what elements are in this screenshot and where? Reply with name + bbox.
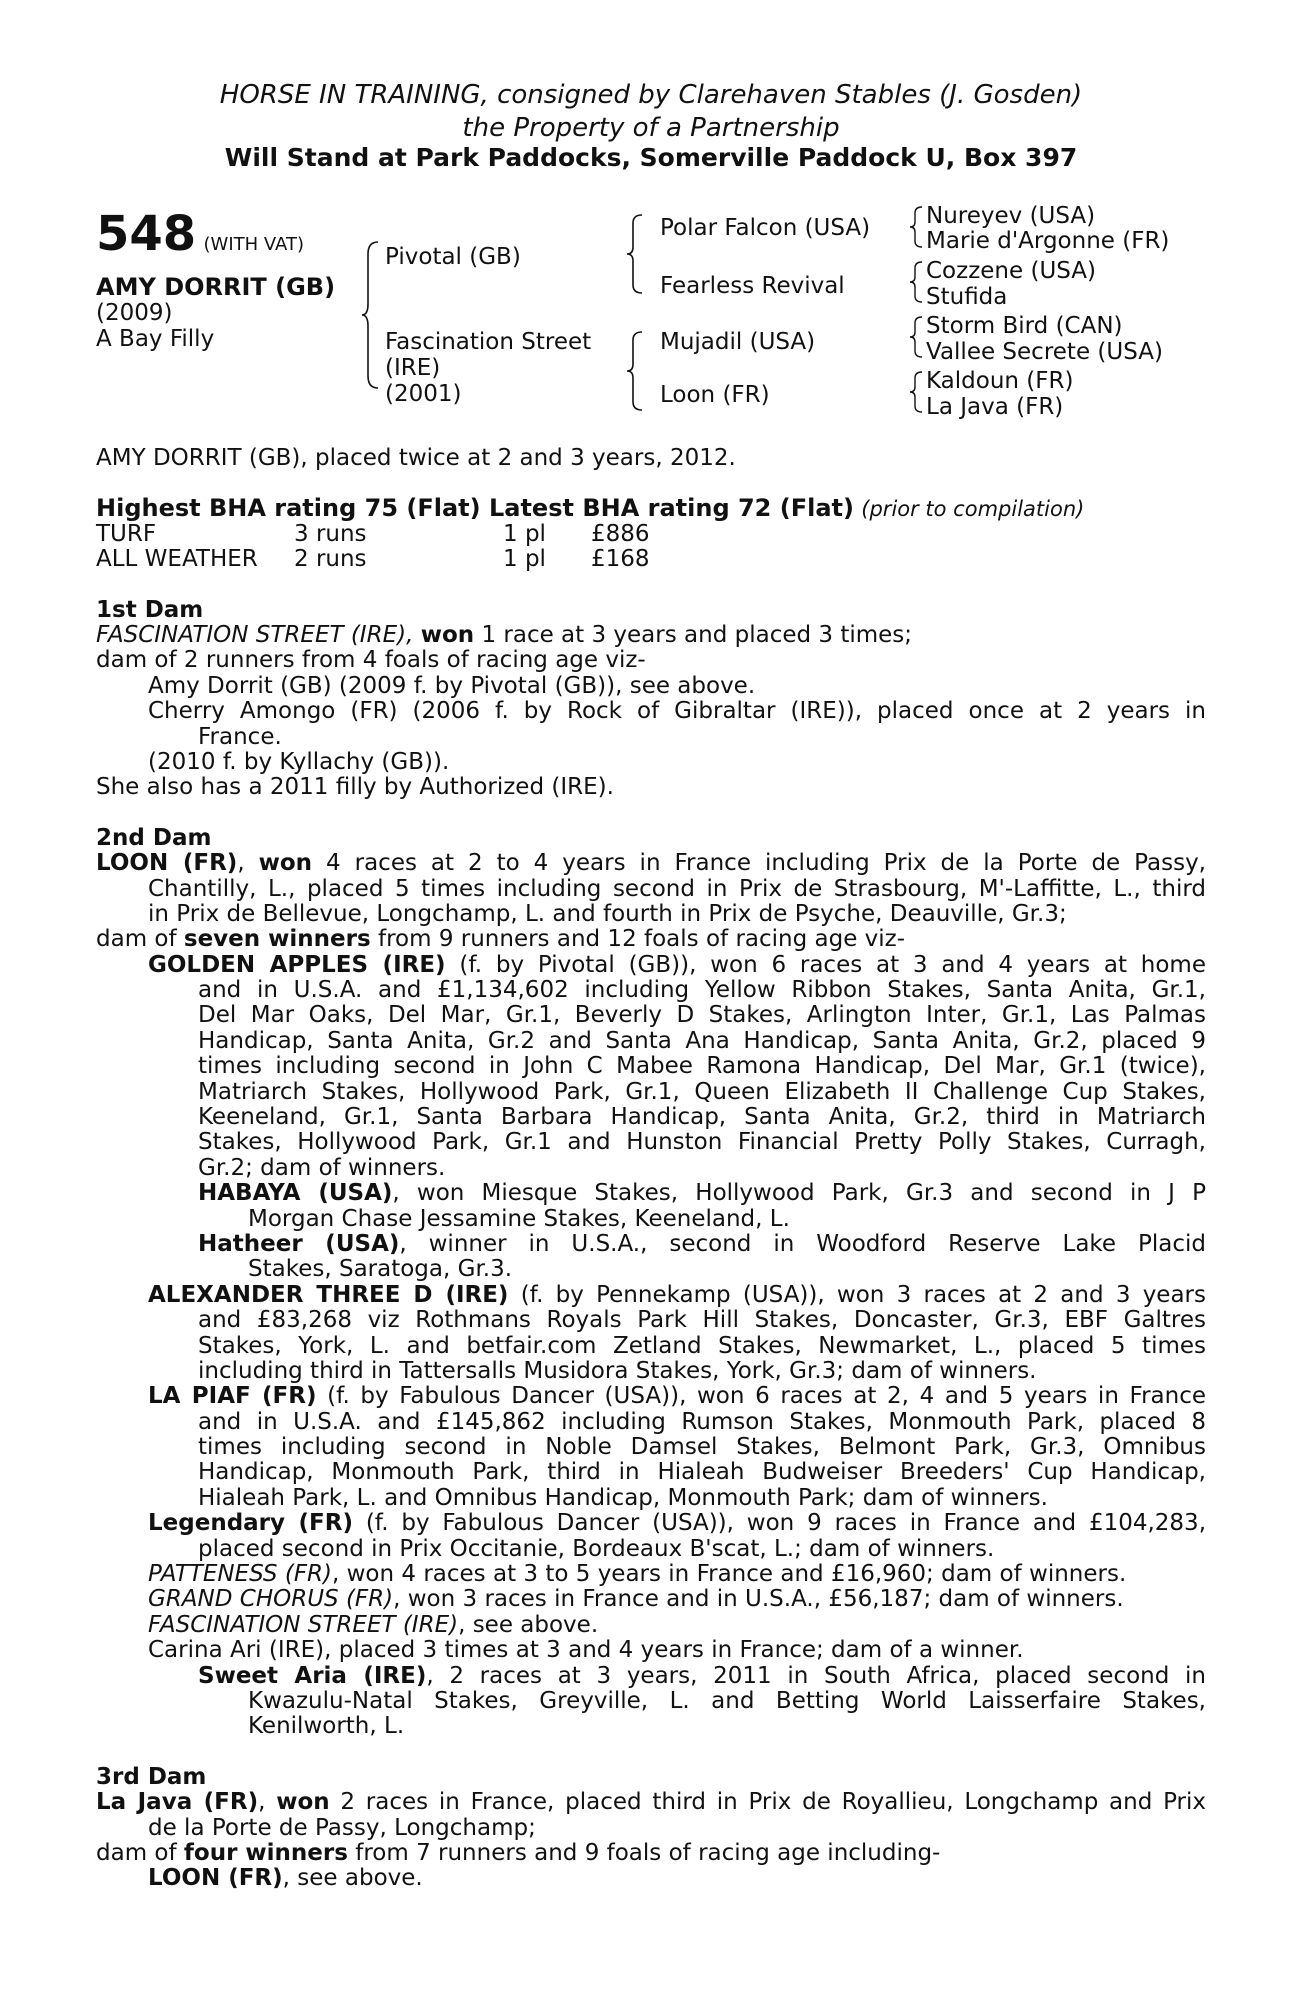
rating-runs: 3 runs [294, 520, 367, 547]
third-dam-heading: 3rd Dam [96, 1763, 207, 1790]
dam-dam: Loon (FR) [660, 382, 770, 408]
sire-name: Pivotal (GB) [385, 244, 521, 270]
second-dam-line: LOON (FR), won 4 races at 2 to 4 years in France including Prix de la Porte de Passy, [96, 850, 1206, 877]
table-row [96, 547, 650, 572]
produce-record: and in U.S.A. and £145,862 including Rumson Stakes, Monmouth Park, placed 8 [198, 1408, 1206, 1435]
sire-dam-sire: Cozzene (USA) [926, 258, 1097, 284]
second-dam-line: in Prix de Bellevue, Longchamp, L. and fourth in Prix de Psyche, Deauville, Gr.3; [148, 900, 1067, 927]
pedigree-brace-ds [908, 315, 924, 359]
first-dam-line: Amy Dorrit (GB) (2009 f. by Pivotal (GB)), see above. [148, 672, 756, 699]
lot-number: 548 [96, 206, 197, 262]
rating-surface: TURF [96, 520, 157, 547]
race-summary: AMY DORRIT (GB), placed twice at 2 and 3 years, 2012. [96, 445, 736, 471]
second-dam-line: Chantilly, L., placed 5 times including second in Prix de Strasbourg, M'-Laffitte, L., third [148, 875, 1206, 902]
dam-foaled-year: (2001) [385, 381, 462, 407]
produce-record: and in U.S.A. and £1,134,602 including Yellow Ribbon Stakes, Santa Anita, Gr.1, [198, 977, 1206, 1004]
location-line: Will Stand at Park Paddocks, Somerville Paddock U, Box 397 [224, 143, 1078, 172]
vat-note: (WITH VAT) [203, 234, 304, 255]
second-dam-heading: 2nd Dam [96, 824, 212, 851]
produce-record: FASCINATION STREET (IRE), see above. [148, 1611, 599, 1638]
sire-dam-dam: Stufida [926, 284, 1008, 310]
dam-sire-sire: Storm Bird (CAN) [926, 313, 1123, 339]
produce-record: Keeneland, Gr.1, Santa Barbara Handicap, Santa Anita, Gr.2, third in Matriarch [198, 1104, 1206, 1131]
dam-sire: Mujadil (USA) [660, 329, 816, 355]
produce-record: Carina Ari (IRE), placed 3 times at 3 and 4 years in France; dam of a winner. [148, 1637, 1024, 1664]
produce-record: Stakes, Saratoga, Gr.3. [248, 1256, 513, 1283]
pedigree-brace-main [360, 240, 382, 390]
produce-record: Legendary (FR) (f. by Fabulous Dancer (USA)), won 9 races in France and £104,283, [148, 1510, 1207, 1537]
produce-record: Kwazulu-Natal Stakes, Greyville, L. and Betting World Laisserfaire Stakes, [248, 1688, 1206, 1714]
foaling-year: (2009) [96, 300, 173, 326]
produce-record: Handicap, Monmouth Park, third in Hialeah Budweiser Breeders' Cup Handicap, [198, 1459, 1206, 1486]
dam-sire-dam: Vallee Secrete (USA) [926, 339, 1163, 365]
first-dam-line: (2010 f. by Kyllachy (GB)). [148, 748, 450, 775]
rating-prize: £886 [591, 520, 650, 547]
catalogue-body [96, 446, 1206, 1892]
produce-record: Gr.2; dam of winners. [198, 1154, 446, 1181]
dam-dam-sire: Kaldoun (FR) [926, 368, 1074, 394]
pedigree-brace-sd [908, 260, 924, 304]
horse-name: AMY DORRIT (GB) [96, 273, 336, 301]
third-dam-line: dam of four winners from 7 runners and 9 foals of racing age including- [96, 1839, 941, 1866]
third-dam-line: La Java (FR), won 2 races in France, placed third in Prix de Royallieu, Longchamp and Prix [96, 1789, 1207, 1816]
table-row [96, 522, 650, 547]
produce-record: Del Mar Oaks, Del Mar, Gr.1, Beverly D Stakes, Arlington Inter, Gr.1, Las Palmas [198, 1002, 1206, 1029]
produce-record: HABAYA (USA), won Miesque Stakes, Hollywood Park, Gr.3 and second in J P [198, 1180, 1206, 1207]
produce-record: GOLDEN APPLES (IRE) (f. by Pivotal (GB)), won 6 races at 3 and 4 years at home [148, 951, 1206, 978]
first-dam-line: Cherry Amongo (FR) (2006 f. by Rock of Gibraltar (IRE)), placed once at 2 years in [148, 698, 1206, 725]
rating-placed: 1 pl [503, 546, 546, 573]
produce-record: Morgan Chase Jessamine Stakes, Keeneland, L. [248, 1205, 790, 1232]
pedigree-brace-dam [624, 330, 646, 412]
pedigree-brace-dd [908, 370, 924, 414]
produce-record: Hatheer (USA), winner in U.S.A., second in Woodford Reserve Lake Placid [198, 1230, 1206, 1257]
produce-record: Handicap, Santa Anita, Gr.2 and Santa Ana Handicap, Santa Anita, Gr.2, placed 9 [198, 1027, 1206, 1054]
dam-name-line2: (IRE) [385, 355, 441, 381]
sire-dam: Fearless Revival [660, 273, 845, 299]
rating-surface: ALL WEATHER [96, 546, 258, 573]
third-dam-line: LOON (FR), see above. [148, 1865, 423, 1892]
produce-record: including third in Tattersalls Musidora Stakes, York, Gr.3; dam of winners. [198, 1357, 1037, 1384]
produce-record: Kenilworth, L. [248, 1713, 405, 1740]
produce-record: times including second in John C Mabee Ramona Handicap, Del Mar, Gr.1 (twice), [198, 1053, 1206, 1080]
pedigree-brace-ss [908, 205, 924, 249]
horse-description: A Bay Filly [96, 326, 215, 352]
produce-record: Stakes, York, L. and betfair.com Zetland Stakes, Newmarket, L., placed 5 times [198, 1332, 1206, 1359]
third-dam-line: de la Porte de Passy, Longchamp; [148, 1814, 536, 1841]
rating-line [96, 496, 1206, 521]
dam-name-line1: Fascination Street [385, 329, 592, 355]
produce-record: times including second in Noble Damsel Stakes, Belmont Park, Gr.3, Omnibus [198, 1434, 1206, 1461]
sire-sire-dam: Marie d'Argonne (FR) [926, 228, 1170, 254]
lot-number-block [96, 206, 304, 262]
pedigree-brace-sire [624, 213, 646, 295]
rating-placed: 1 pl [503, 520, 546, 547]
ratings-table [96, 522, 650, 573]
produce-record: placed second in Prix Occitanie, Bordeaux B'scat, L.; dam of winners. [198, 1535, 995, 1562]
rating-prize: £168 [591, 546, 650, 573]
produce-record: GRAND CHORUS (FR), won 3 races in France and in U.S.A., £56,187; dam of winners. [148, 1586, 1124, 1613]
produce-record: Sweet Aria (IRE), 2 races at 3 years, 2011 in South Africa, placed second in [198, 1662, 1206, 1689]
first-dam-heading: 1st Dam [96, 596, 204, 623]
sire-sire: Polar Falcon (USA) [660, 215, 871, 241]
dam-dam-dam: La Java (FR) [926, 394, 1064, 420]
second-dam-line: dam of seven winners from 9 runners and 12 foals of racing age viz- [96, 926, 906, 953]
produce-record: PATTENESS (FR), won 4 races at 3 to 5 years in France and £16,960; dam of winners. [148, 1561, 1127, 1588]
produce-record: Hialeah Park, L. and Omnibus Handicap, Monmouth Park; dam of winners. [198, 1484, 1048, 1511]
first-dam-line: FASCINATION STREET (IRE), won 1 race at 3 years and placed 3 times; [96, 621, 913, 648]
rating-note: (prior to compilation) [861, 497, 1085, 522]
ownership-line: the Property of a Partnership [462, 113, 840, 143]
rating-text: Highest BHA rating 75 (Flat) Latest BHA rating 72 (Flat) [96, 494, 854, 523]
first-dam-line: France. [198, 723, 282, 750]
first-dam-line: dam of 2 runners from 4 foals of racing age viz- [96, 647, 646, 674]
produce-record: Stakes, Hollywood Park, Gr.1 and Hunston Financial Pretty Polly Stakes, Curragh, [198, 1129, 1206, 1156]
sire-sire-sire: Nureyev (USA) [926, 203, 1096, 229]
produce-record: Matriarch Stakes, Hollywood Park, Gr.1, Queen Elizabeth II Challenge Cup Stakes, [198, 1078, 1206, 1105]
produce-record: ALEXANDER THREE D (IRE) (f. by Pennekamp (USA)), won 3 races at 2 and 3 years [148, 1281, 1206, 1308]
first-dam-line: She also has a 2011 filly by Authorized (IRE). [96, 774, 614, 801]
consignor-line: HORSE IN TRAINING, consigned by Clarehaven Stables (J. Gosden) [219, 80, 1083, 110]
rating-runs: 2 runs [294, 546, 367, 573]
produce-record: LA PIAF (FR) (f. by Fabulous Dancer (USA)), won 6 races at 2, 4 and 5 years in France [148, 1383, 1206, 1410]
produce-record: and £83,268 viz Rothmans Royals Park Hill Stakes, Doncaster, Gr.3, EBF Galtres [198, 1307, 1206, 1334]
